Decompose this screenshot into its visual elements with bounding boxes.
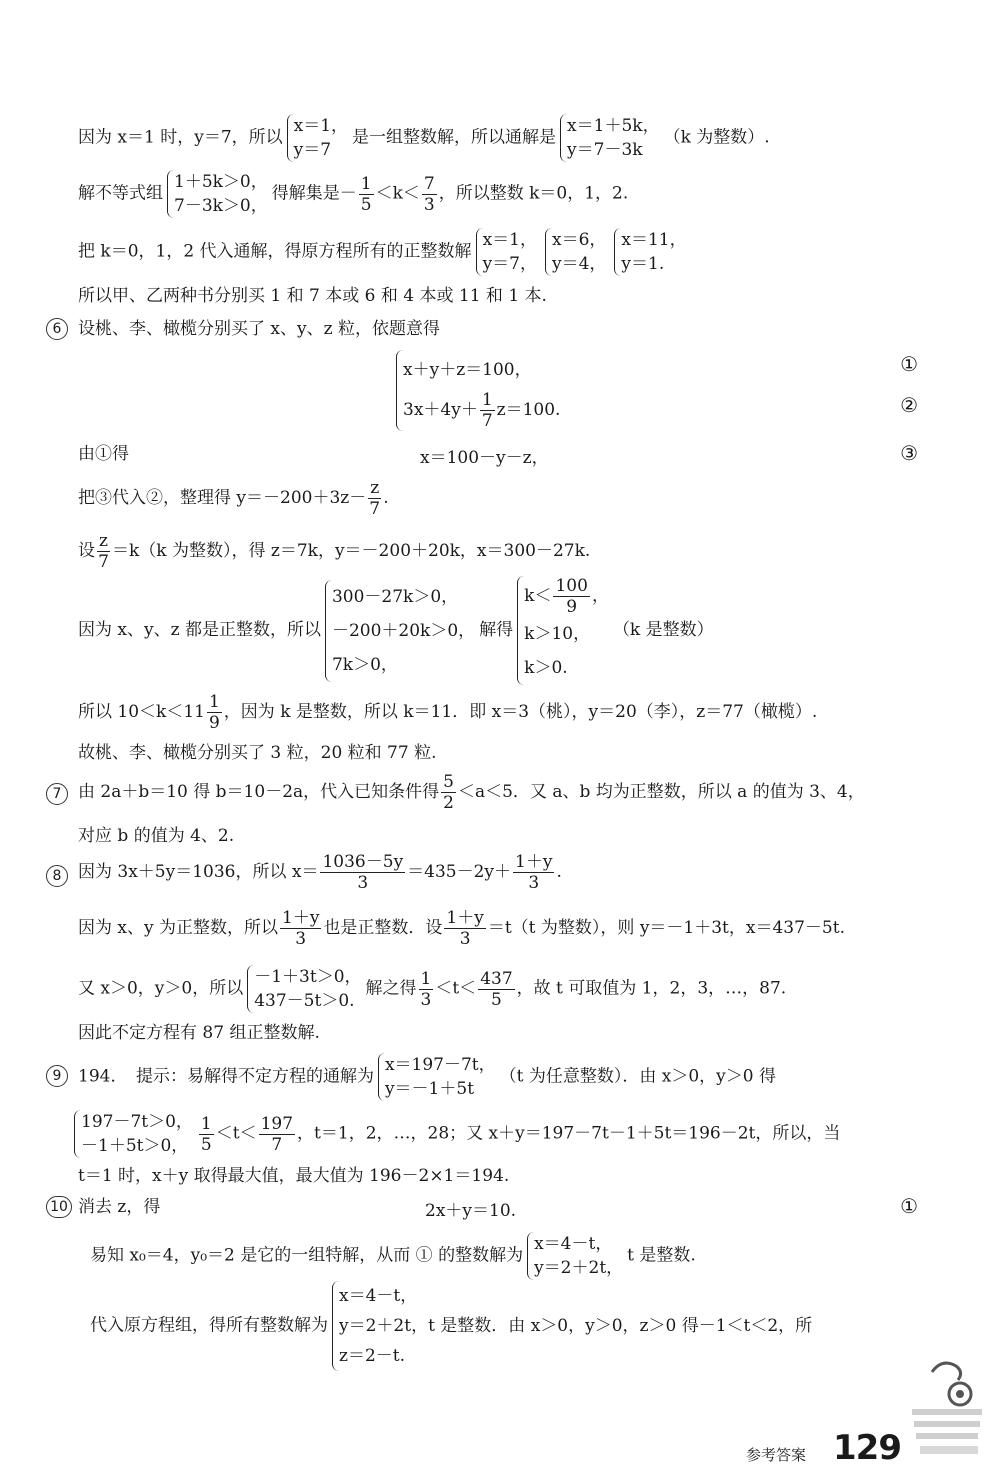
equation-tag-2: ② bbox=[900, 393, 918, 417]
fraction: $\frac{1}{5}$ bbox=[200, 1113, 212, 1155]
fraction: $\frac{1}{9}$ bbox=[208, 692, 220, 733]
fraction: $\frac{7}{3}$ bbox=[423, 173, 435, 215]
question-number-7: 7 bbox=[46, 783, 68, 805]
solution-line-3: 把 k＝0，1，2 代入通解，得原方程所有的正整数解 x＝1， y＝7， x＝6， y＝4， x＝11， y＝1. bbox=[78, 230, 687, 274]
watermark-logo-icon bbox=[902, 1352, 992, 1462]
fraction: $\frac{197}{7}$ bbox=[260, 1113, 294, 1155]
q10-line-1: 消去 z，得 bbox=[78, 1197, 161, 1217]
question-number-8: 8 bbox=[46, 865, 68, 887]
equation-system: x＝1＋5k， y＝7－3k bbox=[560, 114, 660, 162]
q6-positive: 因为 x、y、z 都是正整数，所以 300－27k＞0， －200＋20k＞0， 7k＞0， 解得 k＜ $\frac{100}{9}$ ， k＞10， k＞0. （k 是整数） bbox=[78, 576, 714, 685]
inequality-system: －1＋3t＞0， 437－5t＞0. bbox=[247, 965, 361, 1013]
footer-label: 参考答案 bbox=[746, 1446, 807, 1464]
equation-system: x＝6， y＝4， bbox=[545, 228, 606, 276]
solution-line-1: 因为 x＝1 时，y＝7，所以 x＝1， y＝7 是一组整数解，所以通解是 x＝1＋5k， y＝7－3k （k 为整数）. bbox=[78, 116, 770, 160]
q9-line-1: 194． 提示：易解得不定方程的通解为 x＝197－7t， y＝－1＋5t （t 为任意整数）．由 x＞0，y＞0 得 bbox=[78, 1055, 777, 1099]
q6-system bbox=[392, 350, 564, 431]
q7-line-2: 对应 b 的值为 4、2. bbox=[78, 826, 235, 846]
q7-line-1: 由 2a＋b＝10 得 b＝10－2a，代入已知条件得 $\frac{5}{2}$ ＜a＜5．又 a、b 均为正整数，所以 a 的值为 3、4， bbox=[78, 772, 865, 813]
fraction: $\frac{1+y}{3}$ bbox=[446, 908, 484, 949]
q6-intro: 设桃、李、橄榄分别买了 x、y、z 粒，依题意得 bbox=[78, 319, 440, 339]
fraction: $\frac{100}{9}$ bbox=[555, 576, 588, 617]
q6-set: 设 $\frac{z}{7}$ ＝k（k 为整数），得 z＝7k，y＝－200＋20k，x＝300－27k. bbox=[78, 531, 591, 572]
q8-line-4: 因此不定方程有 87 组正整数解. bbox=[78, 1023, 320, 1043]
q10-eq: 2x＋y＝10. bbox=[425, 1201, 517, 1221]
fraction: $\frac{z}{7}$ bbox=[369, 478, 381, 519]
equation-tag-3: ③ bbox=[900, 441, 918, 465]
fraction: $\frac{1}{7}$ bbox=[481, 390, 493, 431]
q8-line-3: 又 x＞0，y＞0，所以 －1＋3t＞0， 437－5t＞0. 解之得 $\frac{1}{3}$ ＜t＜ $\frac{437}{5}$ ，故 t 可取值为 1，2，3，…，87. bbox=[78, 967, 787, 1011]
fraction: $\frac{1036-5y}{3}$ bbox=[322, 852, 404, 893]
question-number-10: 10 bbox=[46, 1196, 72, 1218]
equation-system: x＝4－t， y＝2＋2t， bbox=[527, 1232, 623, 1280]
solution-line-2: 解不等式组 1＋5k＞0， 7－3k＞0， 得解集是－ $\frac{1}{5}$ ＜k＜ $\frac{7}{3}$ ，所以整数 k＝0，1，2. bbox=[78, 172, 629, 216]
fraction: $\frac{1}{5}$ bbox=[360, 173, 372, 215]
q6-from-1: 由①得 bbox=[78, 444, 129, 464]
q8-line-2: 因为 x、y 为正整数，所以 $\frac{1+y}{3}$ 也是正整数．设 $\frac{1+y}{3}$ ＝t（t 为整数），则 y＝－1＋3t，x＝437－5t. bbox=[78, 908, 845, 949]
inequality-system: 300－27k＞0， －200＋20k＞0， 7k＞0， bbox=[325, 580, 475, 682]
q9-line-3: t＝1 时，x＋y 取得最大值，最大值为 196－2×1＝194. bbox=[78, 1166, 510, 1186]
fraction: $\frac{5}{2}$ bbox=[443, 772, 454, 813]
question-number-6: 6 bbox=[46, 318, 68, 340]
inequality-system: 1＋5k＞0， 7－3k＞0， bbox=[167, 170, 268, 218]
equation-system: x＝4－t， y＝2＋2t，t 是整数．由 x＞0，y＞0，z＞0 得－1＜t＜2，所 z＝2－t. bbox=[332, 1281, 812, 1371]
fraction: $\frac{1+y}{3}$ bbox=[515, 852, 553, 893]
fraction: $\frac{1}{3}$ bbox=[420, 968, 432, 1010]
question-number-9: 9 bbox=[46, 1065, 68, 1087]
q6-answer: 故桃、李、橄榄分别买了 3 粒，20 粒和 77 粒. bbox=[78, 743, 437, 763]
equation-system: x＋y＋z＝100， 3x＋4y＋ $\frac{1}{7}$ z＝100. bbox=[396, 350, 560, 431]
equation-system: x＝11， y＝1. bbox=[614, 228, 686, 276]
equation-system: x＝1， y＝7， bbox=[476, 228, 537, 276]
equation-tag-1: ① bbox=[900, 352, 918, 376]
q8-line-1: 因为 3x＋5y＝1036，所以 x＝ $\frac{1036-5y}{3}$ ＝435－2y＋ $\frac{1+y}{3}$ . bbox=[78, 852, 562, 893]
q6-substitute: 把③代入②，整理得 y＝－200＋3z－ $\frac{z}{7}$ . bbox=[78, 478, 389, 519]
inequality-system: k＜ $\frac{100}{9}$ ， k＞10， k＞0. bbox=[517, 576, 609, 685]
solution-line-4: 所以甲、乙两种书分别买 1 和 7 本或 6 和 4 本或 11 和 1 本. bbox=[78, 286, 547, 306]
q10-line-3: 代入原方程组，得所有整数解为 x＝4－t， y＝2＋2t，t 是整数．由 x＞0，y＞0，z＞0 得－1＜t＜2，所 z＝2－t. bbox=[90, 1281, 816, 1371]
equation-system: x＝197－7t， y＝－1＋5t bbox=[378, 1053, 496, 1101]
inequality-system: 197－7t＞0， －1＋5t＞0， bbox=[74, 1110, 193, 1158]
fraction: $\frac{1+y}{3}$ bbox=[282, 908, 320, 949]
fraction: $\frac{437}{5}$ bbox=[480, 968, 513, 1010]
fraction: $\frac{z}{7}$ bbox=[98, 531, 109, 572]
equation-tag-q10: ① bbox=[900, 1194, 918, 1218]
q6-result: 所以 10＜k＜11 $\frac{1}{9}$ ，因为 k 是整数，所以 k＝11．即 x＝3（桃），y＝20（李），z＝77（橄榄）. bbox=[78, 692, 818, 733]
q10-line-2: 易知 x₀＝4，y₀＝2 是它的一组特解，从而 ① 的整数解为 x＝4－t， y＝2＋2t， t 是整数. bbox=[90, 1234, 696, 1278]
equation-system: x＝1， y＝7 bbox=[287, 114, 348, 162]
q9-line-2: 197－7t＞0， －1＋5t＞0， $\frac{1}{5}$ ＜t＜ $\frac{197}{7}$ ，t＝1，2，…，28；又 x＋y＝197－7t－1＋5t＝196－2t，所以，当 bbox=[70, 1110, 840, 1158]
q6-eq3: x＝100－y－z， bbox=[420, 448, 549, 468]
page-number: 129 bbox=[833, 1428, 901, 1468]
